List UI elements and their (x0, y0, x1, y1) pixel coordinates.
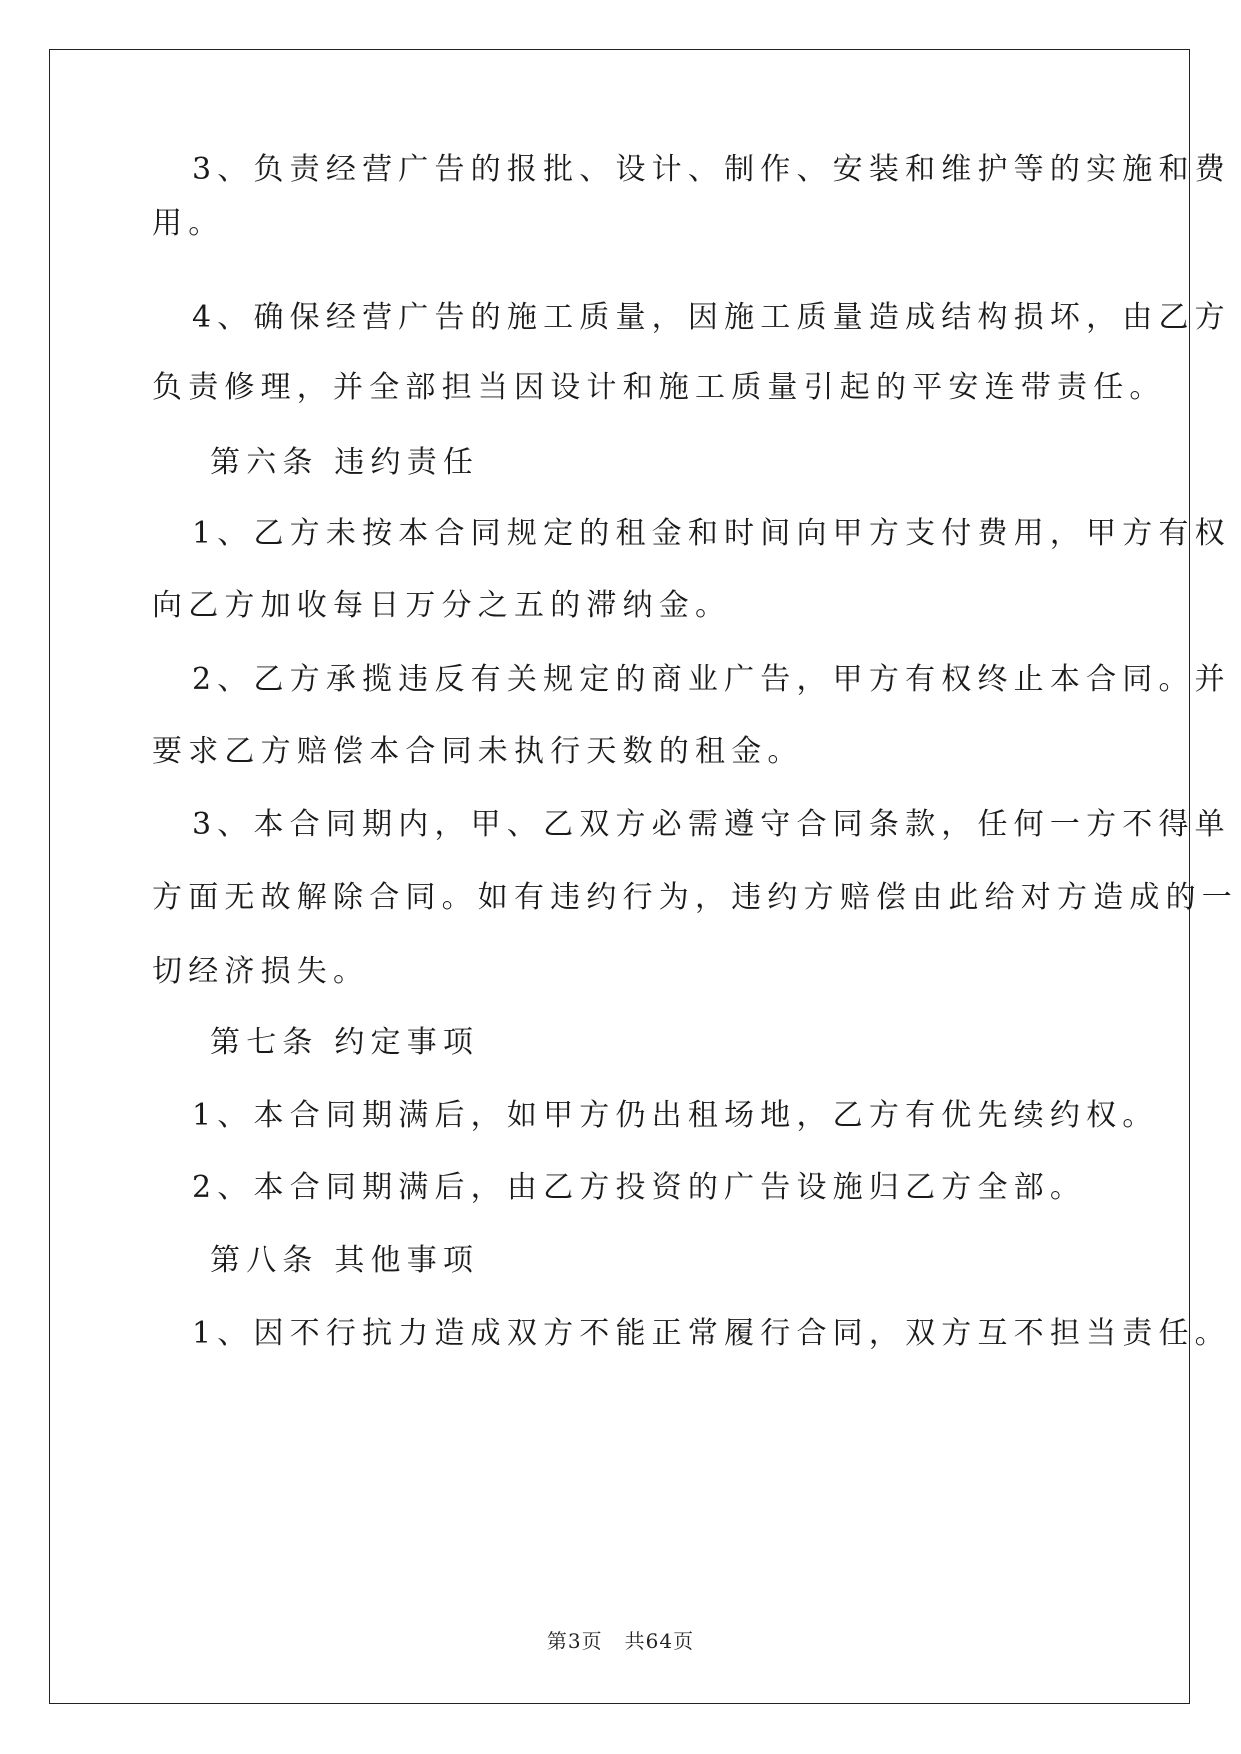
paragraph-line: 要求乙方赔偿本合同未执行天数的租金。 (152, 734, 804, 769)
paragraph-line: 方面无故解除合同。如有违约行为，违约方赔偿由此给对方造成的一 (152, 880, 1238, 915)
total-pages-label: 共64页 (624, 1629, 695, 1653)
paragraph-line: 用。 (152, 206, 225, 241)
section-heading: 第八条 其他事项 (210, 1243, 480, 1278)
paragraph-line: 1、乙方未按本合同规定的租金和时间向甲方支付费用，甲方有权 (192, 516, 1231, 551)
paragraph-line: 3、负责经营广告的报批、设计、制作、安装和维护等的实施和费 (192, 152, 1231, 187)
page-footer (0, 1625, 1241, 1654)
current-page-label: 第3页 (546, 1629, 603, 1653)
paragraph-line: 3、本合同期内，甲、乙双方必需遵守合同条款，任何一方不得单 (192, 807, 1231, 842)
paragraph-line: 1、因不行抗力造成双方不能正常履行合同，双方互不担当责任。 (192, 1316, 1231, 1351)
paragraph-line: 切经济损失。 (152, 954, 370, 989)
paragraph-line: 负责修理，并全部担当因设计和施工质量引起的平安连带责任。 (152, 370, 1166, 405)
paragraph-line: 2、乙方承揽违反有关规定的商业广告，甲方有权终止本合同。并 (192, 662, 1231, 697)
paragraph-line: 向乙方加收每日万分之五的滞纳金。 (152, 588, 732, 623)
paragraph-line: 1、本合同期满后，如甲方仍出租场地，乙方有优先续约权。 (192, 1098, 1159, 1133)
section-heading: 第七条 约定事项 (210, 1025, 480, 1060)
paragraph-line: 2、本合同期满后，由乙方投资的广告设施归乙方全部。 (192, 1170, 1087, 1205)
section-heading: 第六条 违约责任 (210, 445, 480, 480)
paragraph-line: 4、确保经营广告的施工质量，因施工质量造成结构损坏，由乙方 (192, 300, 1231, 335)
